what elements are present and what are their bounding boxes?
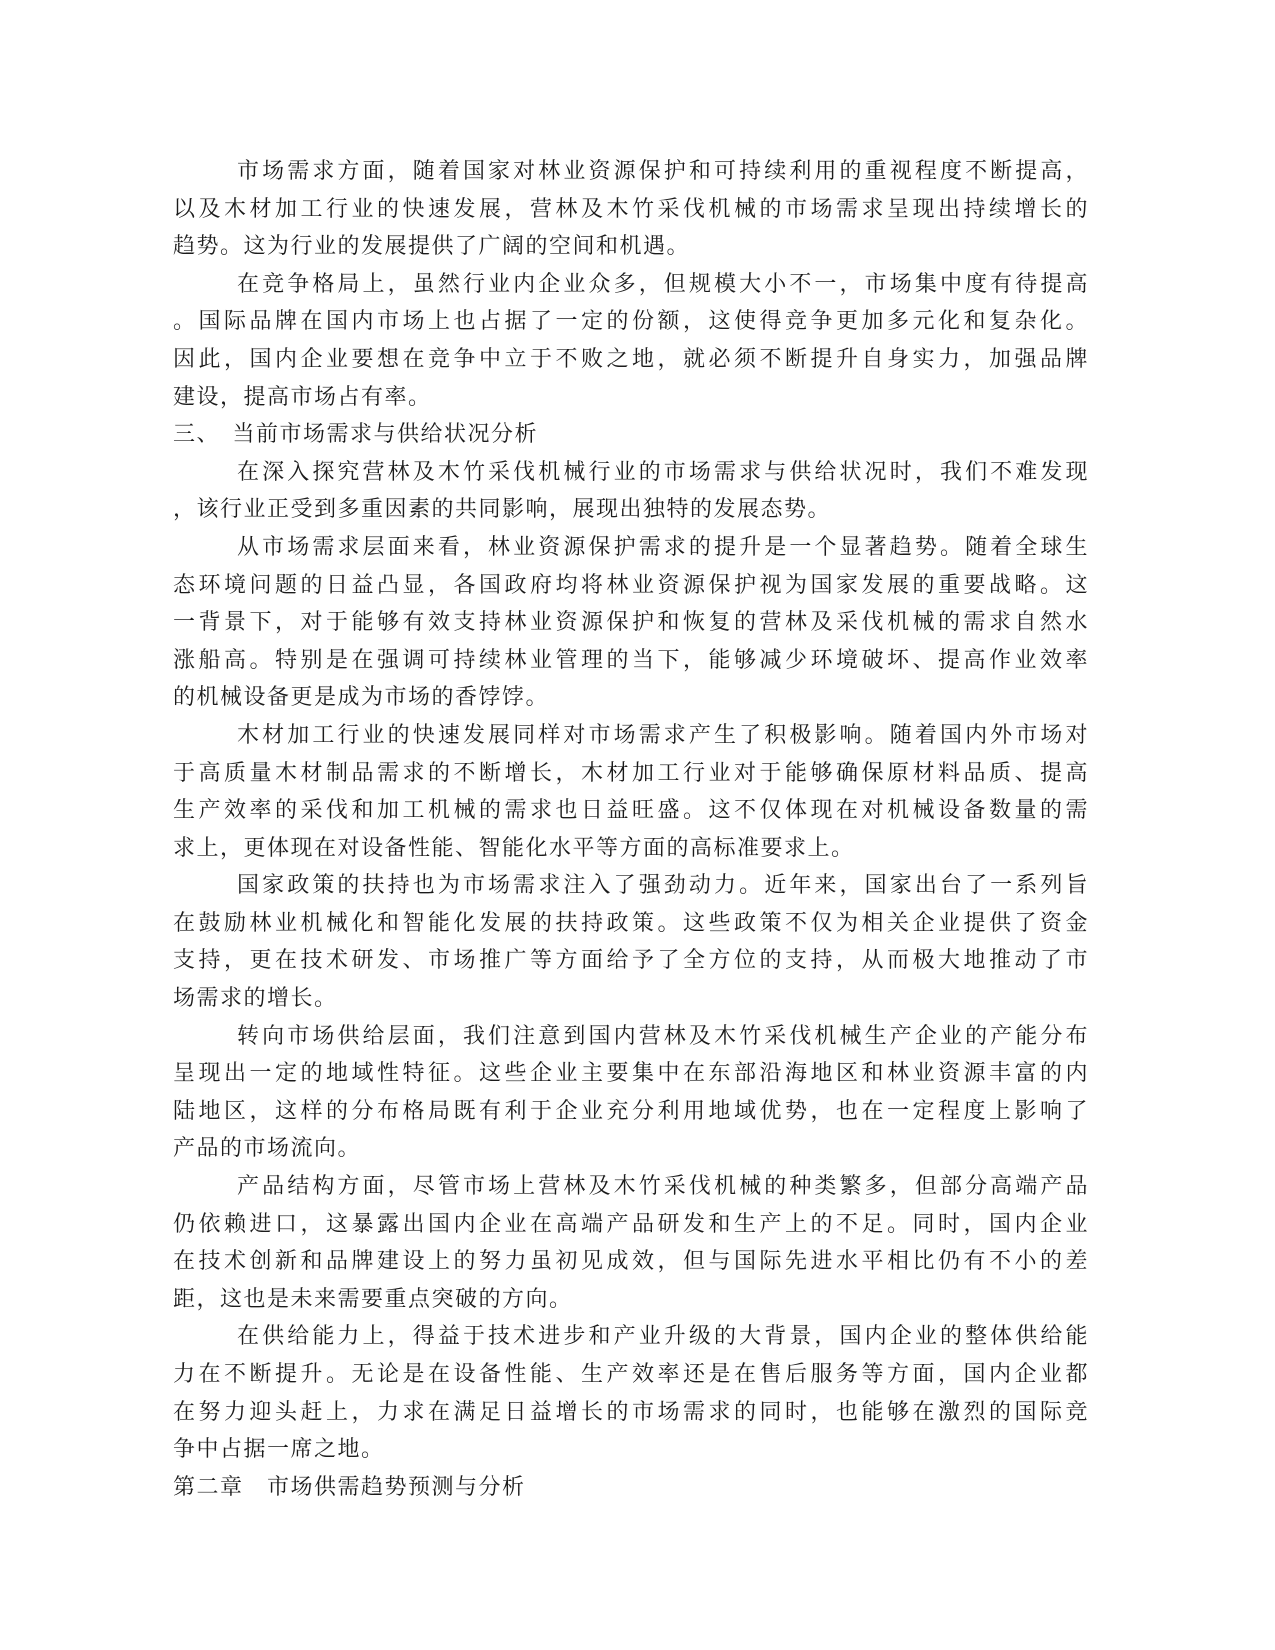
text-line: 产品结构方面，尽管市场上营林及木竹采伐机械的种类繁多，但部分高端产品 [237, 1173, 1089, 1199]
text-line: 一背景下，对于能够有效支持林业资源保护和恢复的营林及采伐机械的需求自然水 [173, 609, 1089, 635]
text-line: 涨船高。特别是在强调可持续林业管理的当下，能够减少环境破坏、提高作业效率 [173, 646, 1089, 672]
document-body [173, 152, 1089, 1505]
section-heading: 第二章 市场供需趋势预测与分析 [173, 1473, 526, 1499]
text-line: ，该行业正受到多重因素的共同影响，展现出独特的发展态势。 [173, 496, 832, 522]
text-line: 力在不断提升。无论是在设备性能、生产效率还是在售后服务等方面，国内企业都 [173, 1361, 1089, 1386]
text-line: 态环境问题的日益凸显，各国政府均将林业资源保护视为国家发展的重要战略。这 [173, 571, 1089, 597]
text-line: 生产效率的采伐和加工机械的需求也日益旺盛。这不仅体现在对机械设备数量的需 [173, 797, 1089, 823]
text-line: 在竞争格局上，虽然行业内企业众多，但规模大小不一，市场集中度有待提高 [237, 270, 1089, 296]
text-line: 国家政策的扶持也为市场需求注入了强劲动力。近年来，国家出台了一系列旨 [237, 872, 1089, 898]
text-line: 的机械设备更是成为市场的香饽饽。 [173, 684, 550, 710]
text-line: 距，这也是未来需要重点突破的方向。 [173, 1285, 573, 1311]
text-line: 因此，国内企业要想在竞争中立于不败之地，就必须不断提升自身实力，加强品牌 [173, 345, 1089, 371]
text-line: 支持，更在技术研发、市场推广等方面给予了全方位的支持，从而极大地推动了市 [173, 947, 1089, 973]
text-line: 场需求的增长。 [173, 985, 338, 1011]
text-line: 以及木材加工行业的快速发展，营林及木竹采伐机械的市场需求呈现出持续增长的 [173, 195, 1089, 221]
text-line: 转向市场供给层面，我们注意到国内营林及木竹采伐机械生产企业的产能分布 [237, 1022, 1089, 1048]
text-line: 仍依赖进口，这暴露出国内企业在高端产品研发和生产上的不足。同时，国内企业 [173, 1210, 1089, 1236]
text-line: 争中占据一席之地。 [173, 1436, 385, 1462]
text-line: 从市场需求层面来看，林业资源保护需求的提升是一个显著趋势。随着全球生 [237, 533, 1089, 559]
text-line: 呈现出一定的地域性特征。这些企业主要集中在东部沿海地区和林业资源丰富的内 [173, 1060, 1089, 1086]
text-line: 建设，提高市场占有率。 [173, 383, 432, 409]
section-heading: 三、 当前市场需求与供给状况分析 [173, 421, 539, 447]
text-line: 趋势。这为行业的发展提供了广阔的空间和机遇。 [173, 233, 691, 259]
text-line: 产品的市场流向。 [173, 1135, 362, 1161]
text-line: 木材加工行业的快速发展同样对市场需求产生了积极影响。随着国内外市场对 [237, 721, 1089, 747]
text-line: 在供给能力上，得益于技术进步和产业升级的大背景，国内企业的整体供给能 [237, 1323, 1089, 1349]
text-line: 。国际品牌在国内市场上也占据了一定的份额，这使得竞争更加多元化和复杂化。 [173, 308, 1089, 334]
text-line: 求上，更体现在对设备性能、智能化水平等方面的高标准要求上。 [173, 834, 855, 860]
text-line: 于高质量木材制品需求的不断增长，木材加工行业对于能够确保原材料品质、提高 [173, 759, 1089, 785]
text-line: 在深入探究营林及木竹采伐机械行业的市场需求与供给状况时，我们不难发现 [237, 458, 1089, 484]
text-line: 在努力迎头赶上，力求在满足日益增长的市场需求的同时，也能够在激烈的国际竞 [173, 1398, 1089, 1424]
text-line: 在鼓励林业机械化和智能化发展的扶持政策。这些政策不仅为相关企业提供了资金 [173, 909, 1089, 935]
text-line: 在技术创新和品牌建设上的努力虽初见成效，但与国际先进水平相比仍有不小的差 [173, 1248, 1089, 1274]
text-line: 陆地区，这样的分布格局既有利于企业充分利用地域优势，也在一定程度上影响了 [173, 1097, 1089, 1123]
text-line: 市场需求方面，随着国家对林业资源保护和可持续利用的重视程度不断提高， [237, 158, 1089, 183]
